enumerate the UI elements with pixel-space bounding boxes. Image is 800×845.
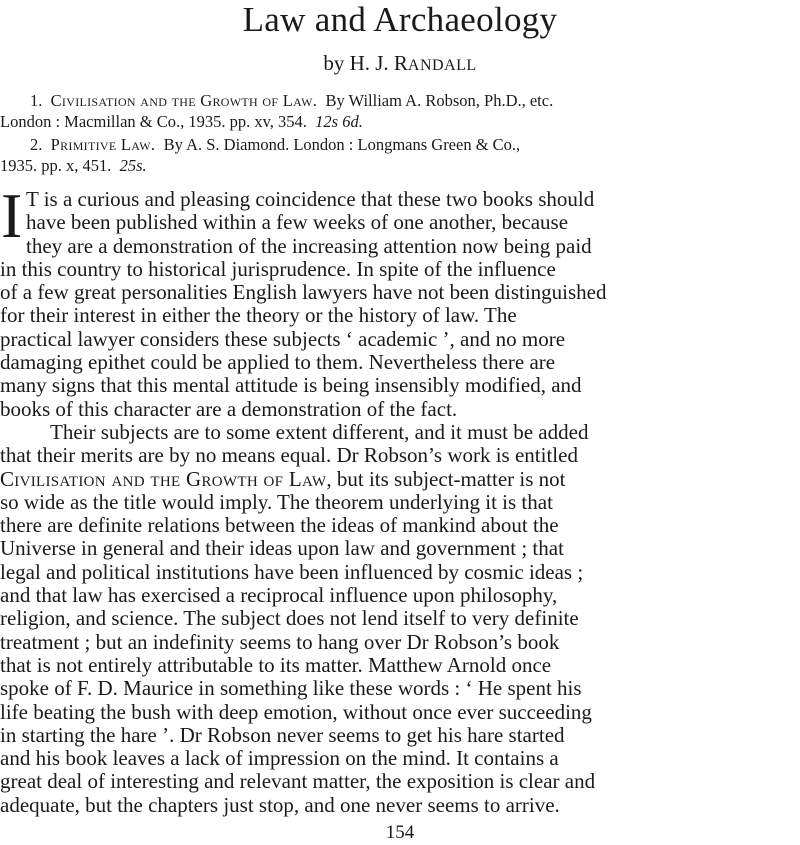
body-line: that their merits are by no means equal. Dr Robson’s work is entitled <box>0 443 578 468</box>
body-line: Their subjects are to some extent different, and it must be added <box>50 419 589 444</box>
reference-2-price: 25s. <box>119 156 147 175</box>
body-line: that is not entirely attributable to its matter. Matthew Arnold once <box>0 652 552 677</box>
body-line: spoke of F. D. Maurice in something like these words : ‘ He spent his <box>0 676 582 701</box>
body-line: and that law has exercised a reciprocal influence upon philosophy, <box>0 583 558 608</box>
body-line: and his book leaves a lack of impression on the mind. It contains a <box>0 746 559 771</box>
body-line: there are definite relations between the ideas of mankind about the <box>0 513 559 538</box>
author-byline <box>0 50 800 79</box>
body-line: for their interest in either the theory or the history of law. The <box>0 303 517 328</box>
reference-2-number: 2. <box>30 135 43 154</box>
body-line: in starting the hare ’. Dr Robson never seems to get his hare started <box>0 722 565 747</box>
body-line: damaging epithet could be applied to them. Nevertheless there are <box>0 350 556 375</box>
article-body <box>0 188 692 817</box>
body-line: in this country to historical jurisprudence. In spite of the influence <box>0 256 556 281</box>
article-title: Law and Archaeology <box>242 0 558 39</box>
reference-2-author: By A. S. Diamond. London : Longmans Green & Co., <box>163 135 521 154</box>
body-line <box>0 468 692 491</box>
body-line-rest: , but its subject-matter is not <box>326 466 566 491</box>
body-line: life beating the bush with deep emotion, without once ever succeeding <box>0 699 592 724</box>
body-line: they are a demonstration of the increasing attention now being paid <box>26 233 592 258</box>
body-line: T is a curious and pleasing coincidence that these two books should <box>26 187 595 211</box>
drop-cap: I <box>1 180 23 251</box>
body-line: religion, and science. The subject does not lend itself to very definite <box>0 606 579 631</box>
body-line: books of this character are a demonstration of the fact. <box>0 396 458 421</box>
body-line: adequate, but the chapters just stop, and one never seems to arrive. <box>0 792 560 817</box>
reference-1-line-1 <box>0 90 692 111</box>
reference-2 <box>0 134 692 176</box>
reference-2-line-1 <box>0 134 692 155</box>
reference-1-title: Civilisation and the Growth of Law. <box>50 91 318 110</box>
reference-1 <box>0 90 692 132</box>
body-line: have been published within a few weeks of one another, because <box>26 210 569 235</box>
book-title-inline: Civilisation and the Growth of Law <box>0 466 327 491</box>
body-line: treatment ; but an indefinity seems to hang over Dr Robson’s book <box>0 629 560 654</box>
body-line: practical lawyer considers these subjects ‘ academic ’, and no more <box>0 326 566 351</box>
byline-surname-initial: R <box>393 51 408 75</box>
body-line: legal and political institutions have been influenced by cosmic ideas ; <box>0 559 584 584</box>
reference-1-publisher: London : Macmillan & Co., 1935. pp. xv, 354. <box>0 112 307 131</box>
reference-1-author: By William A. Robson, Ph.D., etc. <box>325 91 554 110</box>
body-line: great deal of interesting and relevant matter, the exposition is clear and <box>0 769 596 794</box>
body-line: many signs that this mental attitude is being insensibly modified, and <box>0 373 582 398</box>
reference-1-price: 12s 6d. <box>315 112 363 131</box>
reference-1-number: 1. <box>30 91 43 110</box>
byline-surname-rest: ANDALL <box>407 57 477 74</box>
body-line: so wide as the title would imply. The theorem underlying it is that <box>0 489 553 514</box>
reference-1-line-2 <box>0 111 692 132</box>
reference-2-title: Primitive Law. <box>50 135 156 154</box>
reference-2-line-2 <box>0 155 692 176</box>
body-line: Universe in general and their ideas upon law and government ; that <box>0 536 564 561</box>
byline-prefix: by H. J. <box>323 51 394 75</box>
page-number: 154 <box>385 822 415 843</box>
body-line: of a few great personalities English lawyers have not been distinguished <box>0 280 607 305</box>
reference-2-publisher: 1935. pp. x, 451. <box>0 156 112 175</box>
